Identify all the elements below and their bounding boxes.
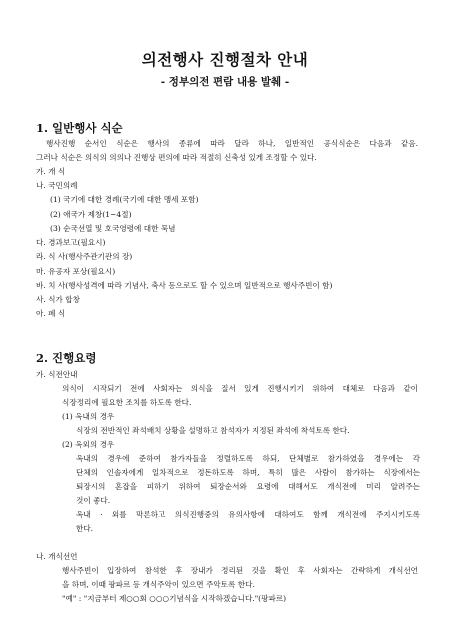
- paragraph-line: 퇴장시의 혼잡을 피하기 위하여 퇴장순서와 요령에 대해서도 개식전에 미리 알려주는: [76, 482, 420, 491]
- section-heading-1: 1. 일반행사 식순: [36, 121, 123, 135]
- subsection-title: (2) 옥외의 경우: [62, 440, 115, 449]
- subsection-title: 가. 식전안내: [36, 370, 78, 379]
- paragraph-line: 옥내 · 외를 막론하고 의식진행중의 유의사항에 대하여도 함께 개식전에 주지시키도록: [76, 510, 420, 519]
- subsection-title: (1) 옥내의 경우: [62, 412, 115, 421]
- subsection-title: 나. 개식선언: [36, 552, 78, 561]
- list-item: 라. 식 사(행사주관기관의 장): [36, 252, 133, 261]
- paragraph-line: 을 하며, 이때 팡파르 등 개식주악이 있으면 주악토록 한다.: [62, 580, 255, 589]
- list-item: 마. 유공자 포상(필요시): [36, 267, 116, 276]
- list-item: 다. 경과보고(필요시): [36, 238, 106, 247]
- paragraph-line: 식장의 전반적인 좌석배치 상황을 설명하고 참석자가 지정된 좌석에 착석토록 한다.: [76, 426, 350, 435]
- paragraph-line: 것이 좋다.: [76, 496, 111, 505]
- paragraph-line: 식장정리에 필요한 조치를 하도록 한다.: [62, 398, 192, 407]
- list-subitem: (2) 애국가 제창(1~4절): [50, 210, 132, 219]
- document-subtitle: - 정부의전 편람 내용 발췌 -: [160, 76, 290, 88]
- paragraph-line: 행사주빈이 입장하여 참석한 후 장내가 정리된 것을 확인 후 사회자는 간략하게 개식선언: [62, 566, 418, 575]
- list-subitem: (3) 순국선열 및 호국영령에 대한 묵념: [50, 224, 176, 233]
- paragraph-line: 의식이 시작되기 전에 사회자는 의식을 질서 있게 진행시키기 위하여 대체로 다음과 같이: [62, 384, 418, 393]
- list-item: 나. 국민의례: [36, 181, 78, 190]
- section-heading-2: 2. 진행요령: [36, 351, 97, 365]
- list-item: 가. 개 식: [36, 167, 66, 176]
- section-1-intro-line: 그러나 식순은 의식의 의의나 진행상 편의에 따라 적절히 신축성 있게 조정할 수 있다.: [36, 153, 317, 162]
- example-line: "예" : "지금부터 제○○회 ○○○기념식을 시작하겠습니다."(팡파르): [62, 594, 287, 603]
- list-item: 아. 폐 식: [36, 309, 66, 318]
- list-item: 사. 식가 합창: [36, 295, 80, 304]
- paragraph-line: 단체의 인솔자에게 일차적으로 정돈하도록 하며, 특히 많은 사람이 참가하는 식장에서는: [76, 468, 420, 477]
- section-1-intro-line: 행사진행 순서인 식순은 행사의 종류에 따라 달라 하나, 일반적인 공식식순은 다음과 같음.: [46, 139, 418, 148]
- paragraph-line: 한다.: [76, 524, 94, 533]
- document-title: 의전행사 진행절차 안내: [141, 50, 309, 69]
- paragraph-line: 옥내의 경우에 준하여 참가자들을 정렬하도록 하되, 단체별로 참가하였을 경우에는 각: [76, 454, 420, 463]
- list-subitem: (1) 국기에 대한 경례(국기에 대한 맹세 포함): [50, 195, 199, 204]
- list-item: 바. 치 사(행사성격에 따라 기념사, 축사 등으로도 할 수 있으며 일반적으로 행사주빈이 함): [36, 281, 333, 290]
